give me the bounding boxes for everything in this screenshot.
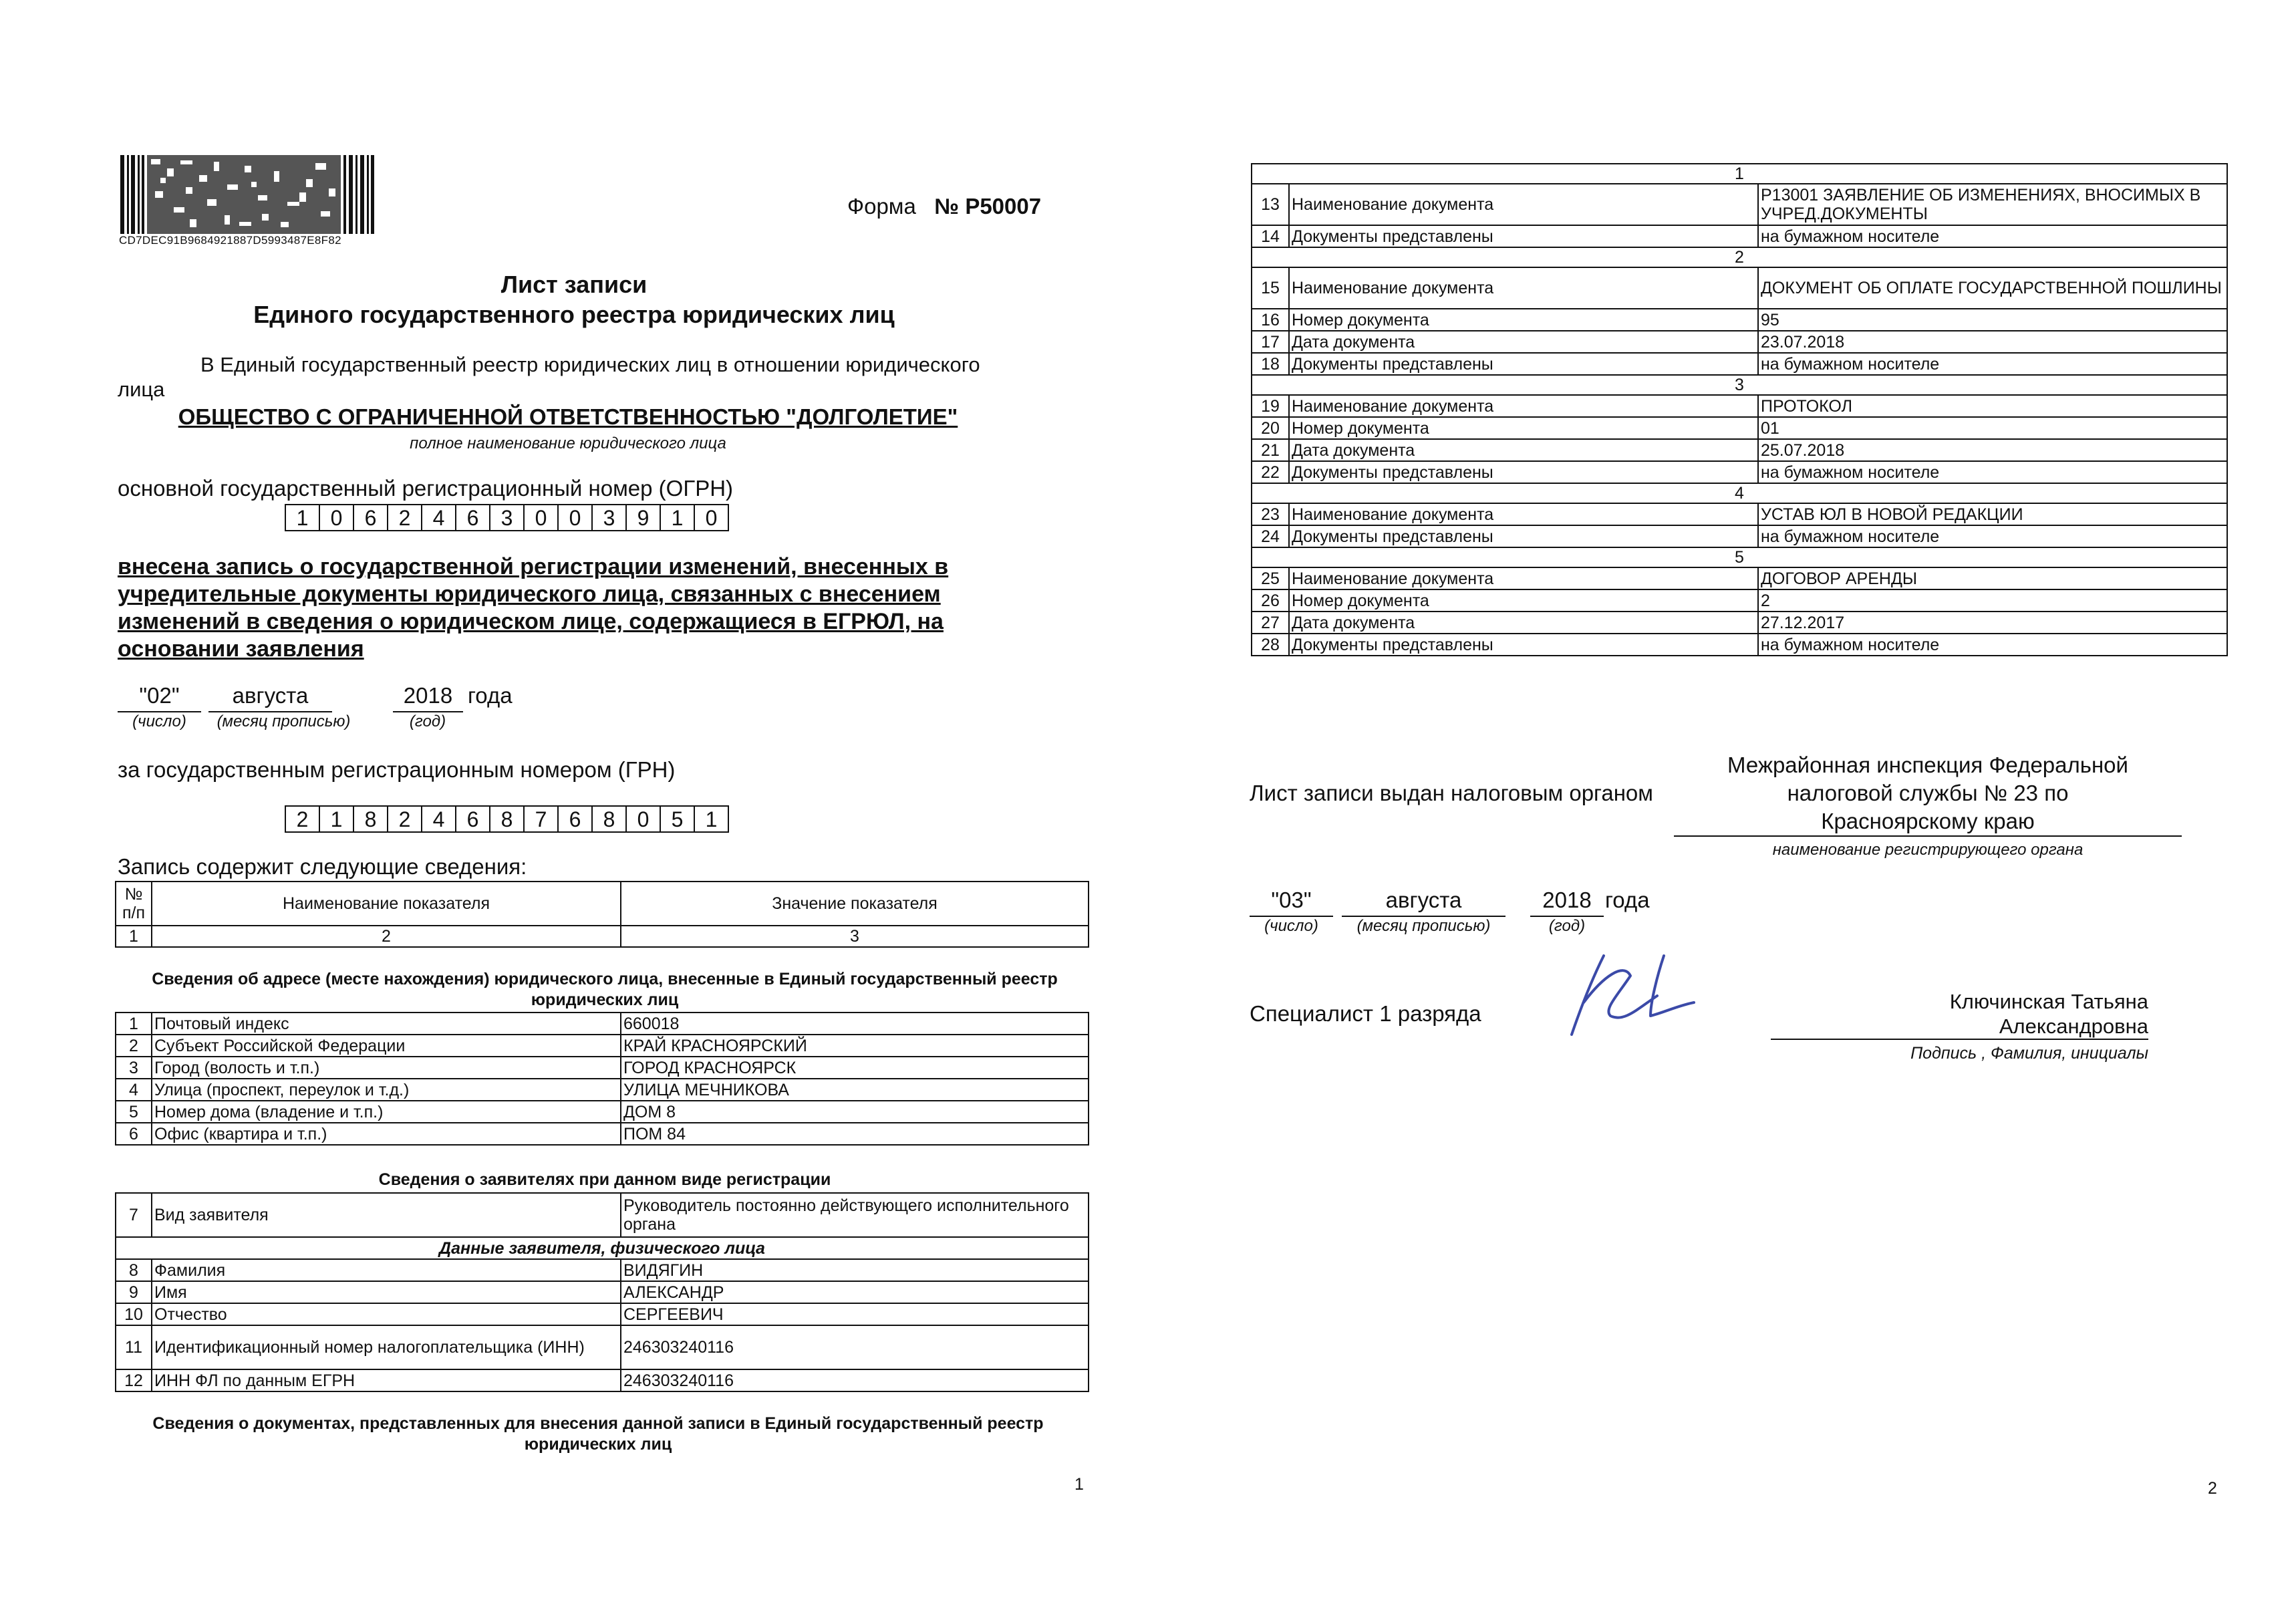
- row-name: Документы представлены: [1289, 525, 1758, 547]
- group-header-row: [1252, 547, 2227, 567]
- row-name: Наименование документа: [1289, 567, 1758, 589]
- signer-caption: Подпись , Фамилия, инициалы: [1910, 1044, 2148, 1063]
- row-value: Р13001 ЗАЯВЛЕНИЕ ОБ ИЗМЕНЕНИЯХ, ВНОСИМЫХ В УЧРЕД.ДОКУМЕНТЫ: [1758, 184, 2227, 225]
- table-row: [116, 1057, 1089, 1079]
- record-note-line: внесена запись о государственной регистрации изменений, внесенных в: [118, 554, 949, 579]
- document-subtitle: Единого государственного реестра юридических лиц: [253, 301, 895, 328]
- document-title: Лист записи: [500, 271, 648, 298]
- record-date-year: 2018: [403, 683, 453, 708]
- row-number: 16: [1252, 309, 1289, 331]
- group-header-row: [1252, 164, 2227, 184]
- address-table: [115, 1012, 1089, 1146]
- table-row: [1252, 184, 2227, 225]
- header-index-1: 1: [116, 926, 152, 947]
- row-value: 95: [1758, 309, 2227, 331]
- header-col-name: Наименование показателя: [152, 882, 621, 926]
- group-number: 2: [1252, 247, 2227, 267]
- date-month-caption: (месяц прописью): [1356, 917, 1491, 935]
- grn-digit: 1: [695, 805, 729, 833]
- issued-by-label: Лист записи выдан налоговым органом: [1250, 781, 1653, 805]
- row-value: АЛЕКСАНДР: [621, 1281, 1089, 1303]
- handwritten-signature: [1564, 949, 1697, 1043]
- record-date-month: августа: [232, 683, 309, 708]
- table-row: [116, 1013, 1089, 1035]
- row-name: Дата документа: [1289, 612, 1758, 634]
- table-row: [1252, 612, 2227, 634]
- table-row: [116, 1325, 1089, 1369]
- ogrn-digit: 3: [490, 504, 525, 531]
- group-header-row: [1252, 483, 2227, 503]
- row-number: 8: [116, 1259, 152, 1281]
- table-row: [1252, 461, 2227, 483]
- barcode-image: [120, 155, 374, 234]
- row-number: 2: [116, 1035, 152, 1057]
- table-row: [1252, 503, 2227, 525]
- row-value: ВИДЯГИН: [621, 1259, 1089, 1281]
- grn-digit: 2: [286, 805, 320, 833]
- ogrn-digit-boxes: [285, 504, 729, 531]
- row-value: на бумажном носителе: [1758, 525, 2227, 547]
- row-number: 15: [1252, 267, 1289, 309]
- row-name: Субъект Российской Федерации: [152, 1035, 621, 1057]
- row-value: ДОМ 8: [621, 1101, 1089, 1123]
- row-name: ИНН ФЛ по данным ЕГРН: [152, 1369, 621, 1391]
- grn-digit: 8: [354, 805, 388, 833]
- documents-table: [1251, 163, 2228, 656]
- table-row: [1252, 589, 2227, 612]
- row-number: 25: [1252, 567, 1289, 589]
- table-subheader-row: [116, 1237, 1089, 1259]
- intro-text-line2: лица: [118, 378, 165, 401]
- page-number: 2: [2208, 1479, 2217, 1498]
- grn-digit: 6: [456, 805, 490, 833]
- ogrn-digit: 2: [388, 504, 422, 531]
- table-row: [116, 1035, 1089, 1057]
- row-value: 660018: [621, 1013, 1089, 1035]
- header-col-value: Значение показателя: [621, 882, 1089, 926]
- row-number: 10: [116, 1303, 152, 1325]
- row-name: Город (волость и т.п.): [152, 1057, 621, 1079]
- ogrn-digit: 1: [661, 504, 695, 531]
- issuing-authority: [1694, 751, 2162, 837]
- row-number: 17: [1252, 331, 1289, 353]
- row-number: 27: [1252, 612, 1289, 634]
- table-row: [1252, 634, 2227, 656]
- row-value: УЛИЦА МЕЧНИКОВА: [621, 1079, 1089, 1101]
- row-name: Имя: [152, 1281, 621, 1303]
- date-year-caption: (год): [409, 712, 446, 730]
- table-row: [1252, 331, 2227, 353]
- ogrn-digit: 9: [627, 504, 661, 531]
- header-col-number: № п/п: [116, 882, 152, 926]
- organization-name: ОБЩЕСТВО С ОГРАНИЧЕННОЙ ОТВЕТСТВЕННОСТЬЮ "ДОЛГОЛЕТИЕ": [178, 404, 958, 429]
- row-number: 5: [116, 1101, 152, 1123]
- address-section-title: Сведения об адресе (месте нахождения) юридического лица, внесенные в Единый государственный реестр юридических лиц: [152, 970, 1058, 1009]
- table-row: [1252, 525, 2227, 547]
- group-number: 5: [1252, 547, 2227, 567]
- grn-digit: 8: [593, 805, 627, 833]
- record-note-line: основании заявления: [118, 636, 364, 662]
- group-header-row: [1252, 375, 2227, 395]
- table-row: [1252, 567, 2227, 589]
- row-value: 01: [1758, 417, 2227, 439]
- ogrn-digit: 0: [320, 504, 354, 531]
- row-value: УСТАВ ЮЛ В НОВОЙ РЕДАКЦИИ: [1758, 503, 2227, 525]
- table-row: [1252, 439, 2227, 461]
- ogrn-digit: 4: [422, 504, 456, 531]
- row-name: Фамилия: [152, 1259, 621, 1281]
- record-note-line: изменений в сведения о юридическом лице, содержащиеся в ЕГРЮЛ, на: [118, 609, 944, 634]
- table-row: [1252, 309, 2227, 331]
- row-name: Дата документа: [1289, 331, 1758, 353]
- row-value: ГОРОД КРАСНОЯРСК: [621, 1057, 1089, 1079]
- table-row: [116, 1303, 1089, 1325]
- group-number: 4: [1252, 483, 2227, 503]
- row-name: Наименование документа: [1289, 267, 1758, 309]
- issue-date-year-suffix: года: [1605, 888, 1650, 912]
- record-date-year-suffix: года: [468, 683, 513, 708]
- row-name: Документы представлены: [1289, 634, 1758, 656]
- grn-digit: 1: [320, 805, 354, 833]
- ogrn-label: основной государственный регистрационный номер (ОГРН): [118, 476, 734, 501]
- row-number: 28: [1252, 634, 1289, 656]
- table-row: [116, 1259, 1089, 1281]
- page-number: 1: [1074, 1475, 1084, 1494]
- row-number: 3: [116, 1057, 152, 1079]
- grn-label: за государственным регистрационным номером (ГРН): [118, 757, 676, 782]
- record-date-day: "02": [139, 683, 180, 708]
- row-number: 12: [116, 1369, 152, 1391]
- group-header-row: [1252, 247, 2227, 267]
- row-value: КРАЙ КРАСНОЯРСКИЙ: [621, 1035, 1089, 1057]
- ogrn-digit: 3: [593, 504, 627, 531]
- header-table: [115, 881, 1089, 948]
- record-note-line: учредительные документы юридического лица, связанных с внесением: [118, 581, 941, 607]
- specialist-title: Специалист 1 разряда: [1250, 1001, 1481, 1026]
- row-value: 2: [1758, 589, 2227, 612]
- row-number: 7: [116, 1193, 152, 1237]
- row-value: на бумажном носителе: [1758, 461, 2227, 483]
- barcode-text: CD7DEC91B9684921887D5993487E8F82: [119, 234, 341, 247]
- row-name: Наименование документа: [1289, 184, 1758, 225]
- row-value: 246303240116: [621, 1369, 1089, 1391]
- issuing-authority-line: налоговой службы № 23 по: [1787, 781, 2069, 805]
- table-row: [116, 1123, 1089, 1145]
- grn-digit: 8: [490, 805, 525, 833]
- table-row: [116, 1101, 1089, 1123]
- row-name: Номер документа: [1289, 309, 1758, 331]
- grn-digit: 0: [627, 805, 661, 833]
- record-note: [118, 553, 1053, 663]
- form-label: Форма: [847, 194, 916, 219]
- issuing-authority-caption: наименование регистрирующего органа: [1772, 841, 2084, 859]
- row-name: Документы представлены: [1289, 461, 1758, 483]
- table-row: [1252, 395, 2227, 417]
- issuing-authority-line: Красноярскому краю: [1674, 807, 2182, 837]
- applicant-table: [115, 1192, 1089, 1392]
- row-value: Руководитель постоянно действующего исполнительного органа: [621, 1193, 1089, 1237]
- grn-digit: 5: [661, 805, 695, 833]
- row-value: ДОКУМЕНТ ОБ ОПЛАТЕ ГОСУДАРСТВЕННОЙ ПОШЛИНЫ: [1758, 267, 2227, 309]
- applicant-section-title: Сведения о заявителях при данном виде регистрации: [378, 1170, 831, 1189]
- issue-date-day: "03": [1271, 888, 1312, 912]
- grn-digit-boxes: [285, 805, 729, 833]
- row-number: 26: [1252, 589, 1289, 612]
- table-row: [116, 1193, 1089, 1237]
- date-day-caption: (число): [1264, 917, 1318, 935]
- ogrn-digit: 6: [456, 504, 490, 531]
- row-name: Номер документа: [1289, 417, 1758, 439]
- row-number: 11: [116, 1325, 152, 1369]
- row-number: 14: [1252, 225, 1289, 247]
- date-month-caption: (месяц прописью): [217, 712, 351, 730]
- row-name: Отчество: [152, 1303, 621, 1325]
- applicant-subheader: Данные заявителя, физического лица: [116, 1237, 1089, 1259]
- row-name: Документы представлены: [1289, 353, 1758, 375]
- header-index-2: 2: [152, 926, 621, 947]
- row-name: Наименование документа: [1289, 503, 1758, 525]
- signer-name: [1737, 989, 2148, 1040]
- row-number: 19: [1252, 395, 1289, 417]
- row-name: Улица (проспект, переулок и т.д.): [152, 1079, 621, 1101]
- documents-section-title: Сведения о документах, представленных для внесения данной записи в Единый государственный реестр юридических лиц: [152, 1414, 1044, 1454]
- issue-date-month: августа: [1385, 888, 1462, 912]
- row-value: на бумажном носителе: [1758, 634, 2227, 656]
- grn-digit: 6: [559, 805, 593, 833]
- row-number: 18: [1252, 353, 1289, 375]
- date-day-caption: (число): [132, 712, 186, 730]
- contains-label: Запись содержит следующие сведения:: [118, 854, 527, 879]
- row-value: ПРОТОКОЛ: [1758, 395, 2227, 417]
- grn-digit: 2: [388, 805, 422, 833]
- row-value: ПОМ 84: [621, 1123, 1089, 1145]
- ogrn-digit: 1: [286, 504, 320, 531]
- row-value: СЕРГЕЕВИЧ: [621, 1303, 1089, 1325]
- group-number: 3: [1252, 375, 2227, 395]
- row-number: 1: [116, 1013, 152, 1035]
- issue-date-year: 2018: [1542, 888, 1592, 912]
- header-index-3: 3: [621, 926, 1089, 947]
- table-row: [1252, 353, 2227, 375]
- row-name: Документы представлены: [1289, 225, 1758, 247]
- row-name: Номер документа: [1289, 589, 1758, 612]
- row-value: на бумажном носителе: [1758, 225, 2227, 247]
- row-number: 20: [1252, 417, 1289, 439]
- row-name: Номер дома (владение и т.п.): [152, 1101, 621, 1123]
- grn-digit: 7: [525, 805, 559, 833]
- row-value: 246303240116: [621, 1325, 1089, 1369]
- table-row: [1252, 267, 2227, 309]
- date-year-caption: (год): [1548, 917, 1586, 935]
- form-code: № Р50007: [934, 194, 1042, 219]
- ogrn-digit: 0: [559, 504, 593, 531]
- form-number: [847, 194, 1041, 219]
- table-row: [1252, 417, 2227, 439]
- row-value: на бумажном носителе: [1758, 353, 2227, 375]
- table-row: [116, 1079, 1089, 1101]
- table-row: [1252, 225, 2227, 247]
- row-name: Почтовый индекс: [152, 1013, 621, 1035]
- row-number: 24: [1252, 525, 1289, 547]
- grn-digit: 4: [422, 805, 456, 833]
- row-value: 25.07.2018: [1758, 439, 2227, 461]
- group-number: 1: [1252, 164, 2227, 184]
- row-value: ДОГОВОР АРЕНДЫ: [1758, 567, 2227, 589]
- row-name: Вид заявителя: [152, 1193, 621, 1237]
- organization-name-caption: полное наименование юридического лица: [410, 434, 726, 452]
- table-row: [116, 1281, 1089, 1303]
- row-number: 23: [1252, 503, 1289, 525]
- signer-name-line: Ключинская Татьяна: [1949, 990, 2148, 1013]
- table-row: [116, 1369, 1089, 1391]
- ogrn-digit: 0: [695, 504, 729, 531]
- row-name: Офис (квартира и т.п.): [152, 1123, 621, 1145]
- row-number: 6: [116, 1123, 152, 1145]
- row-number: 21: [1252, 439, 1289, 461]
- row-name: Идентификационный номер налогоплательщика (ИНН): [152, 1325, 621, 1369]
- ogrn-digit: 6: [354, 504, 388, 531]
- row-number: 4: [116, 1079, 152, 1101]
- row-number: 13: [1252, 184, 1289, 225]
- row-number: 22: [1252, 461, 1289, 483]
- row-value: 27.12.2017: [1758, 612, 2227, 634]
- ogrn-digit: 0: [525, 504, 559, 531]
- row-name: Дата документа: [1289, 439, 1758, 461]
- row-name: Наименование документа: [1289, 395, 1758, 417]
- issuing-authority-line: Межрайонная инспекция Федеральной: [1727, 753, 2128, 777]
- row-value: 23.07.2018: [1758, 331, 2227, 353]
- intro-text-line1: В Единый государственный реестр юридических лиц в отношении юридического: [200, 353, 980, 376]
- signer-name-line: Александровна: [1771, 1014, 2148, 1040]
- row-number: 9: [116, 1281, 152, 1303]
